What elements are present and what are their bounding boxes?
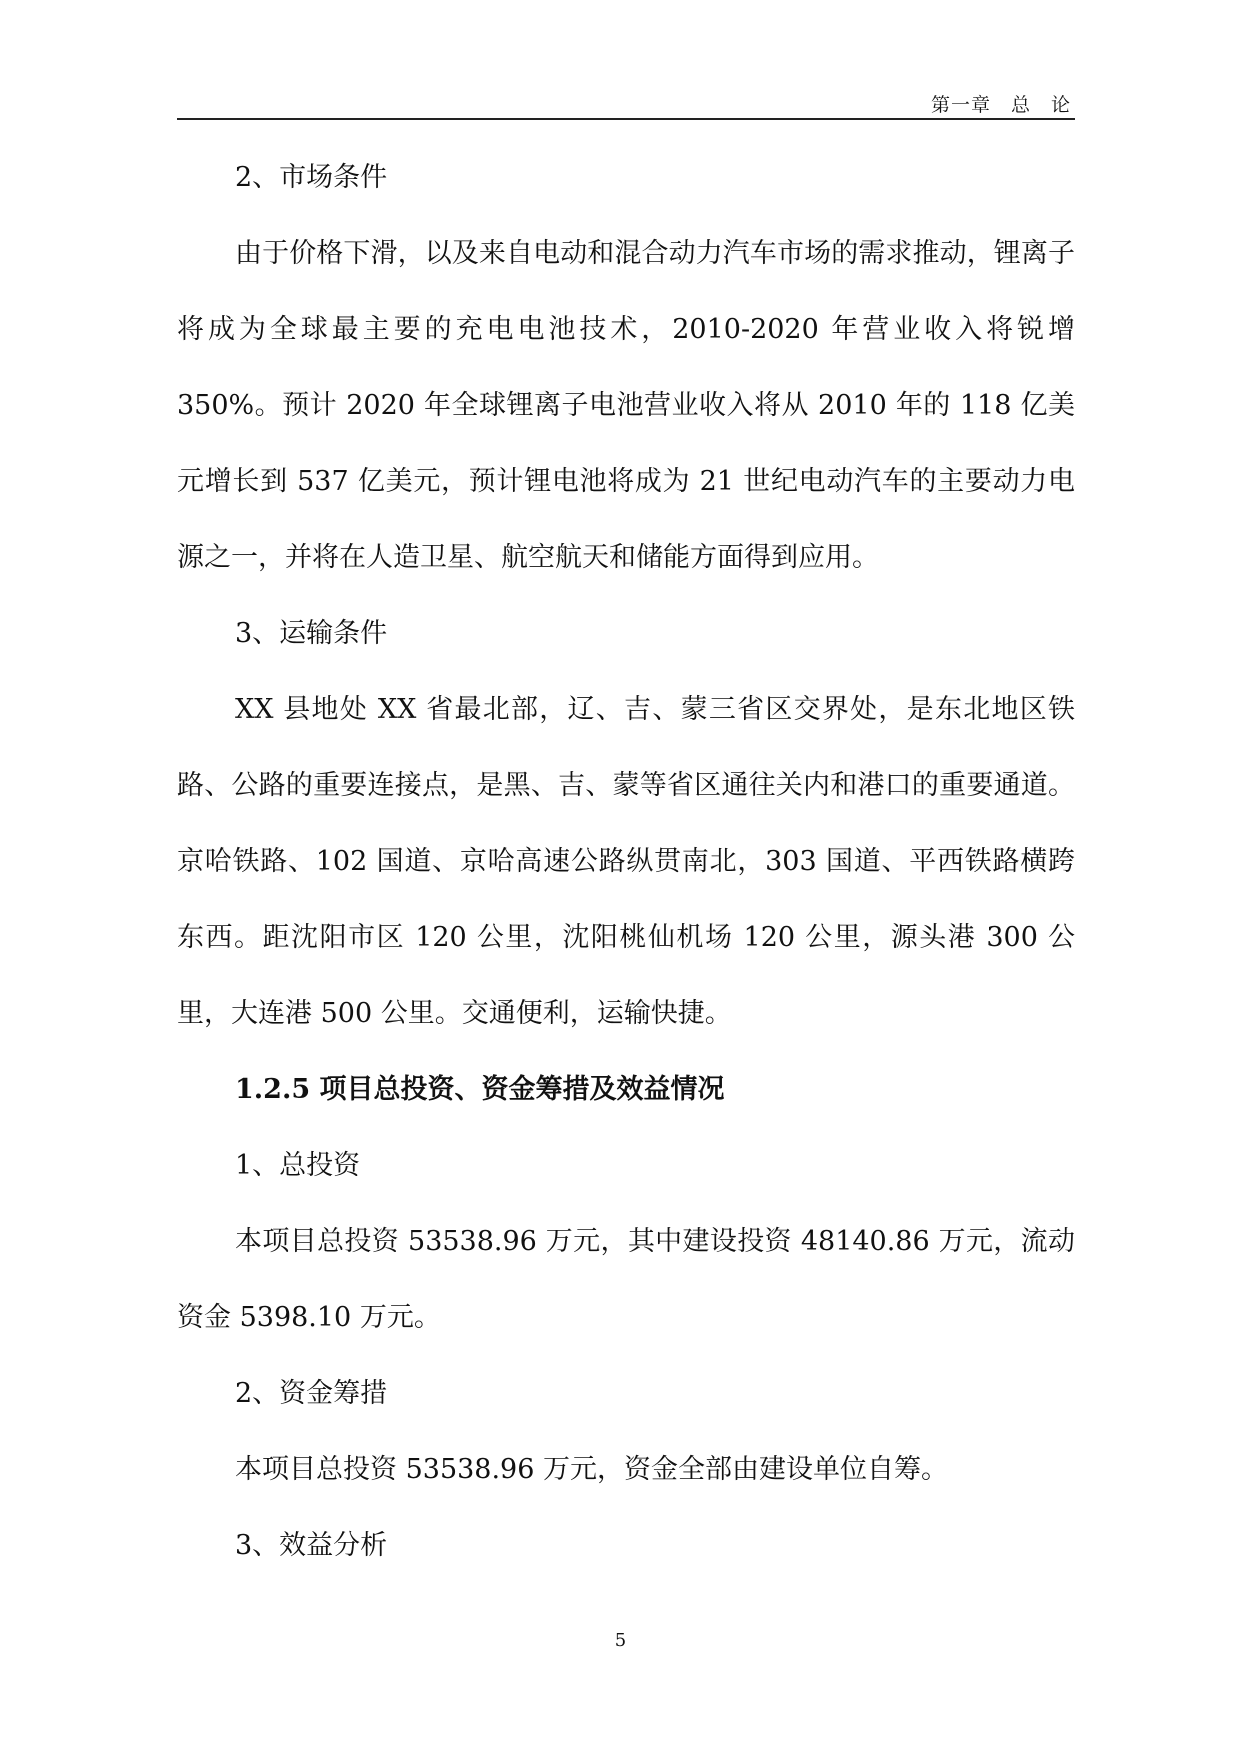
market-conditions-heading: 2、市场条件 [235,162,388,193]
section-title: 1.2.5 项目总投资、资金筹措及效益情况 [235,1074,725,1105]
transport-conditions-heading: 3、运输条件 [235,618,388,649]
total-investment-heading: 1、总投资 [235,1150,361,1181]
transport-conditions-paragraph: XX 县地处 XX 省最北部，辽、吉、蒙三省区交界处，是东北地区铁路、公路的重要连接点，是黑、吉、蒙等省区通往关内和港口的重要通道。京哈铁路、102 国道、京哈高速公路纵贯南北，303 国道、平西铁路横跨东西。距沈阳市区 120 公里，沈阳桃仙机场 120 公里，源头港 300 公里，大连港 500 公里。交通便利，运输快捷。 [177,694,1075,1029]
page-header [177,88,1075,120]
benefit-analysis-heading: 3、效益分析 [235,1530,388,1561]
funding-paragraph: 本项目总投资 53538.96 万元，资金全部由建设单位自筹。 [235,1454,948,1485]
total-investment-paragraph: 本项目总投资 53538.96 万元，其中建设投资 48140.86 万元，流动资金 5398.10 万元。 [177,1226,1075,1333]
market-conditions-paragraph: 由于价格下滑，以及来自电动和混合动力汽车市场的需求推动，锂离子将成为全球最主要的充电电池技术，2010-2020 年营业收入将锐增 350%。预计 2020 年全球锂离子电池营业收入将从 2010 年的 118 亿美元增长到 537 亿美元，预计锂电池将成为 21 世纪电动汽车的主要动力电源之一，并将在人造卫星、航空航天和储能方面得到应用。 [177,238,1075,573]
document-body [177,140,1075,1584]
page-number: 5 [614,1630,627,1651]
funding-heading: 2、资金筹措 [235,1378,388,1409]
chapter-title: 第一章 总 论 [930,94,1071,116]
